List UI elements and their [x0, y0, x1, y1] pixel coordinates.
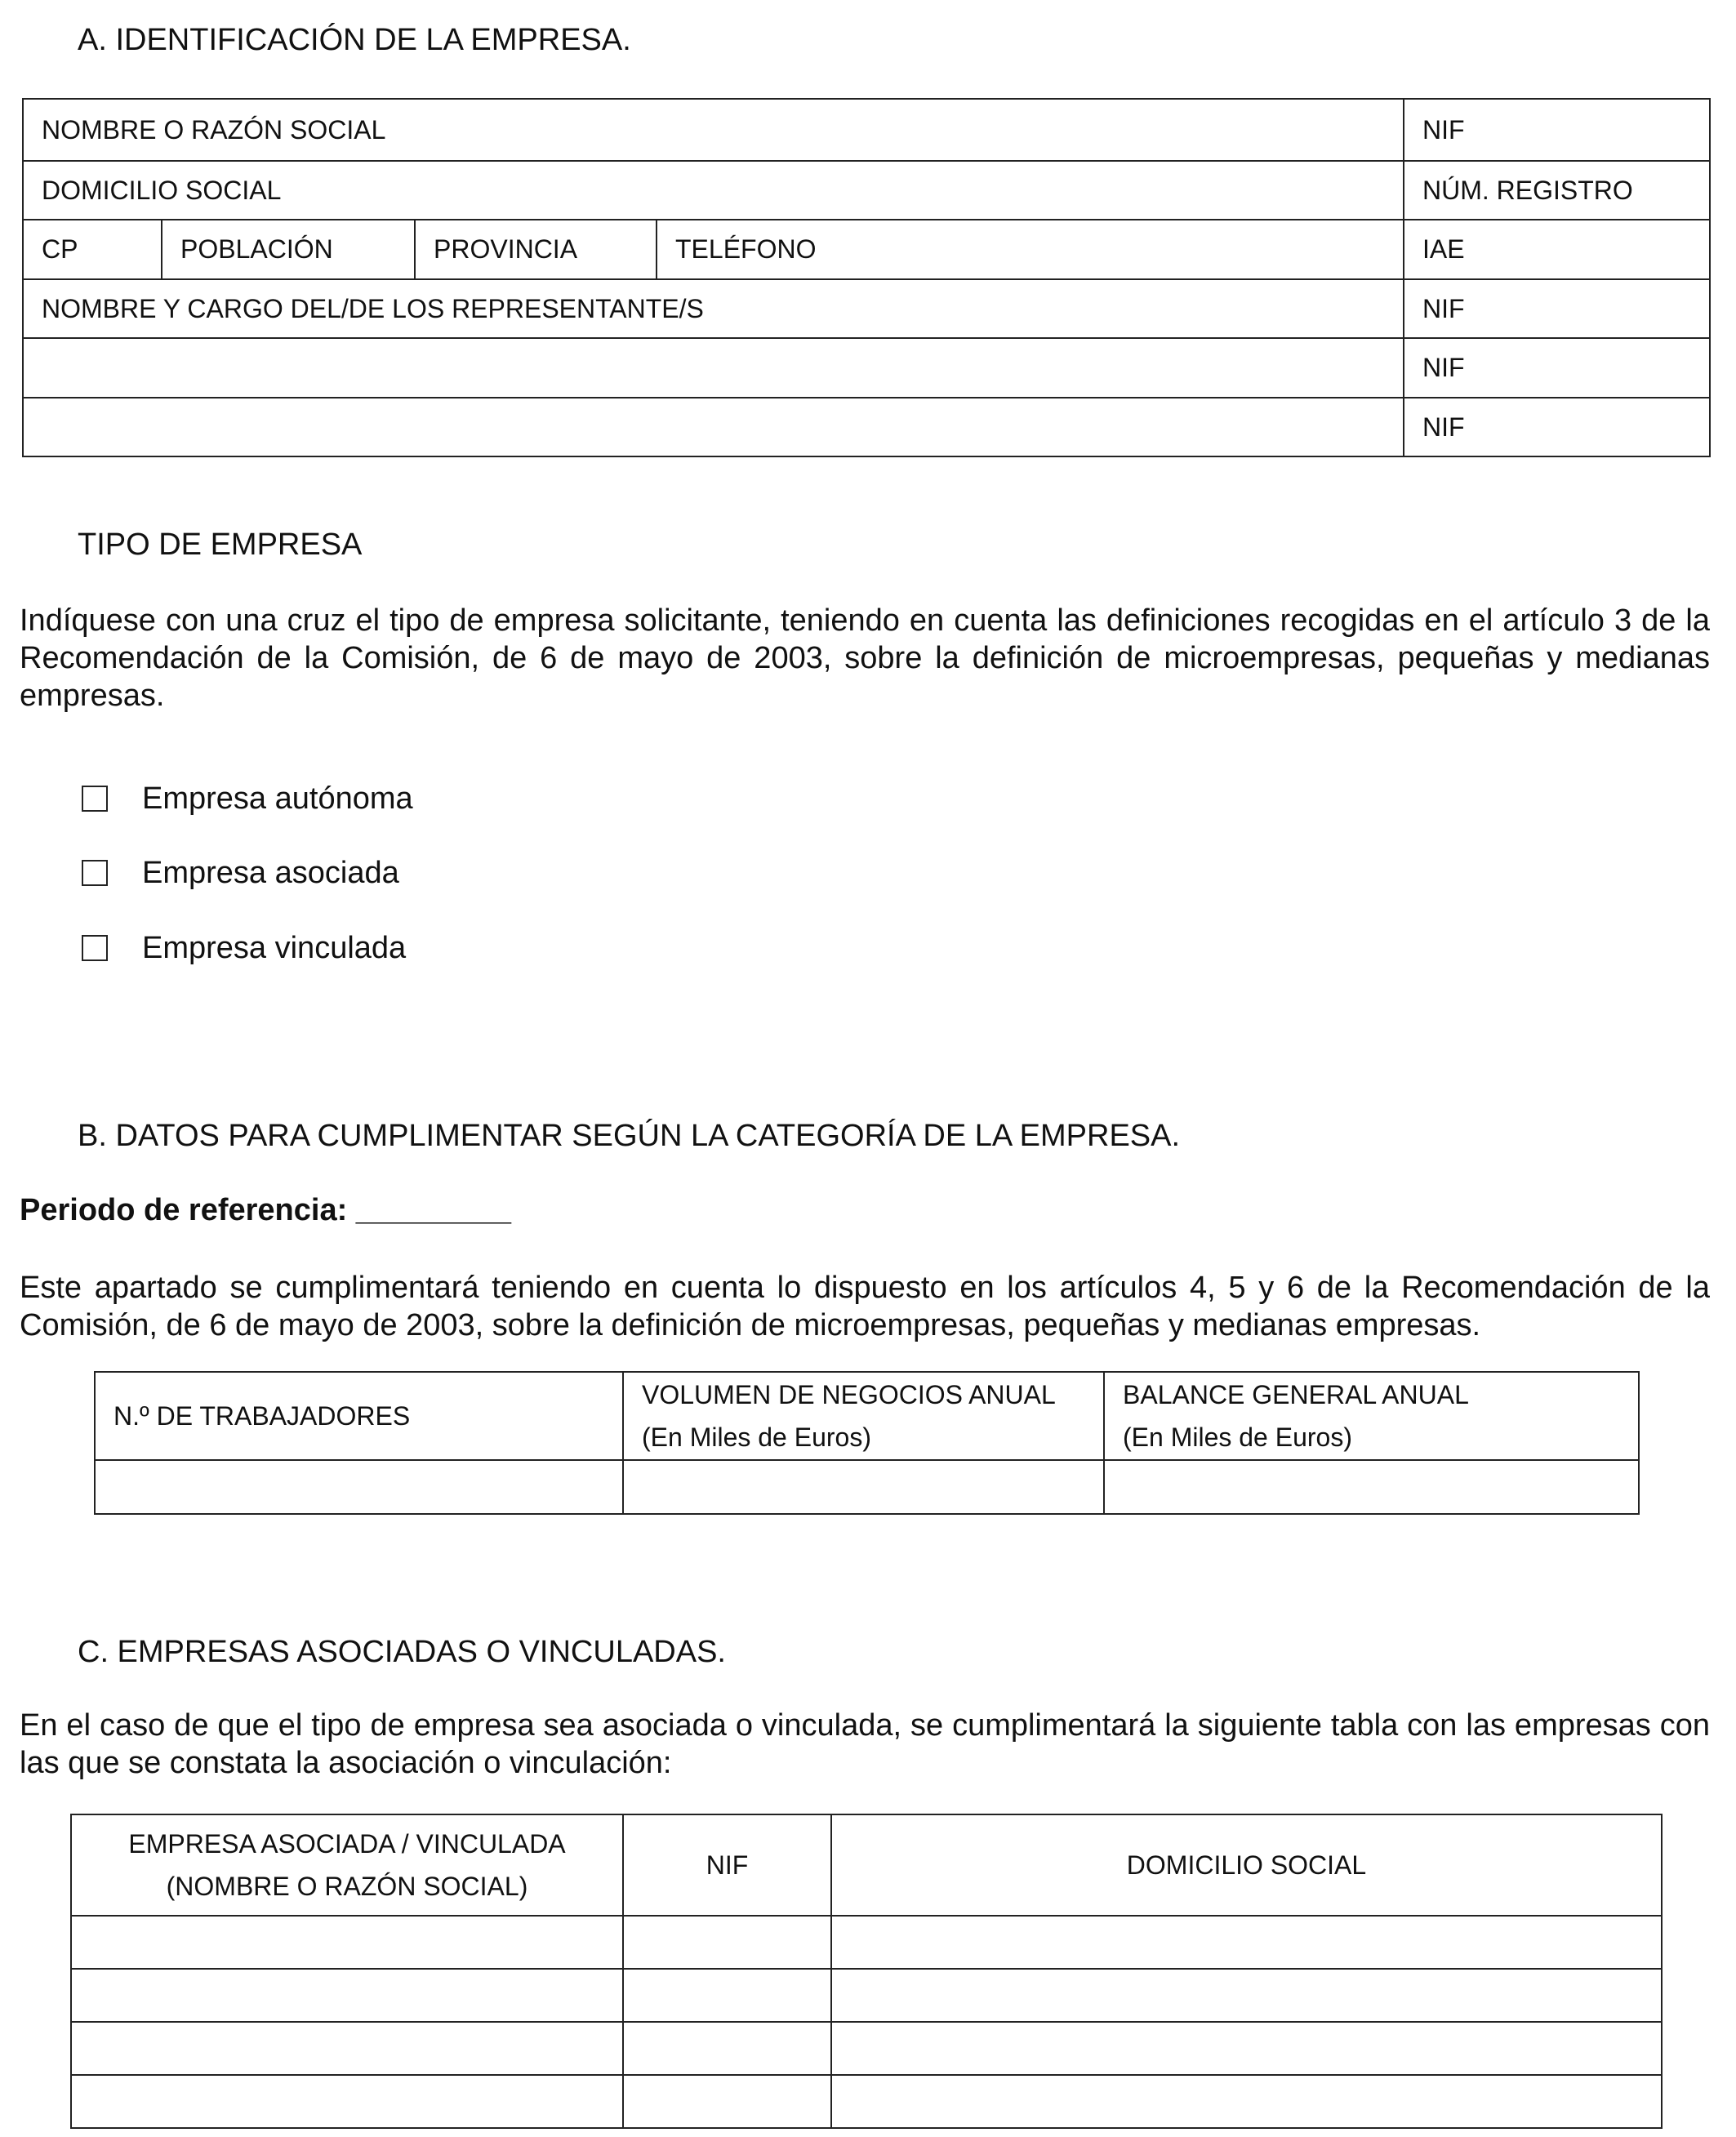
associated-companies-table: [70, 1814, 1663, 2129]
field-provincia[interactable]: PROVINCIA: [415, 220, 657, 279]
header-line: EMPRESA ASOCIADA / VINCULADA: [128, 1829, 566, 1859]
header-volumen-negocios: [623, 1372, 1104, 1460]
header-num-trabajadores: N.º DE TRABAJADORES: [95, 1372, 623, 1460]
table-cell-empresa[interactable]: [71, 1969, 623, 2022]
section-c-paragraph: En el caso de que el tipo de empresa sea asociada o vinculada, se cumplimentará la siguiente tabla con las empresas con las que se constata la asociación o vinculación:: [20, 1708, 1710, 1780]
table-cell-empresa[interactable]: [71, 1916, 623, 1969]
header-empresa-asociada: [71, 1814, 623, 1916]
header-balance-general: [1104, 1372, 1639, 1460]
field-nif[interactable]: NIF: [1404, 99, 1710, 161]
table-cell-domicilio[interactable]: [831, 2022, 1662, 2075]
field-iae[interactable]: IAE: [1404, 220, 1710, 279]
table-cell-nif[interactable]: [623, 1969, 831, 2022]
table-cell-domicilio[interactable]: [831, 1969, 1662, 2022]
checkbox-icon[interactable]: [82, 786, 108, 812]
field-telefono[interactable]: TELÉFONO: [657, 220, 1404, 279]
table-cell-nif[interactable]: [623, 2075, 831, 2128]
table-cell-nif[interactable]: [623, 2022, 831, 2075]
table-cell-empresa[interactable]: [71, 2075, 623, 2128]
section-b-heading: B. DATOS PARA CUMPLIMENTAR SEGÚN LA CATEGORÍA DE LA EMPRESA.: [78, 1119, 1181, 1153]
table-cell-domicilio[interactable]: [831, 1916, 1662, 1969]
company-identification-table: [22, 98, 1711, 457]
option-label: Empresa vinculada: [142, 930, 407, 965]
header-line: (En Miles de Euros): [1123, 1422, 1352, 1452]
section-a-heading: A. IDENTIFICACIÓN DE LA EMPRESA.: [78, 23, 631, 57]
field-representante-2[interactable]: [23, 338, 1404, 398]
option-empresa-vinculada[interactable]: [82, 929, 406, 967]
option-empresa-asociada[interactable]: [82, 854, 399, 892]
header-line: BALANCE GENERAL ANUAL: [1123, 1380, 1469, 1409]
option-empresa-autonoma[interactable]: [82, 780, 413, 817]
section-c-heading: C. EMPRESAS ASOCIADAS O VINCULADAS.: [78, 1635, 726, 1669]
table-cell-nif[interactable]: [623, 1916, 831, 1969]
field-representantes[interactable]: NOMBRE Y CARGO DEL/DE LOS REPRESENTANTE/S: [23, 279, 1404, 338]
field-num-registro[interactable]: NÚM. REGISTRO: [1404, 161, 1710, 220]
header-line: (NOMBRE O RAZÓN SOCIAL): [166, 1872, 528, 1901]
field-representante-3[interactable]: [23, 398, 1404, 456]
field-nombre-razon-social[interactable]: NOMBRE O RAZÓN SOCIAL: [23, 99, 1404, 161]
option-label: Empresa autónoma: [142, 781, 413, 816]
field-representante-nif-2[interactable]: NIF: [1404, 338, 1710, 398]
field-representante-nif-3[interactable]: NIF: [1404, 398, 1710, 456]
company-category-table: [94, 1371, 1640, 1515]
field-representante-nif-1[interactable]: NIF: [1404, 279, 1710, 338]
input-balance-general[interactable]: [1104, 1460, 1639, 1514]
checkbox-icon[interactable]: [82, 860, 108, 886]
header-nif: NIF: [623, 1814, 831, 1916]
table-cell-domicilio[interactable]: [831, 2075, 1662, 2128]
periodo-referencia[interactable]: Periodo de referencia: _________: [20, 1193, 512, 1227]
option-label: Empresa asociada: [142, 855, 399, 890]
header-domicilio-social: DOMICILIO SOCIAL: [831, 1814, 1662, 1916]
section-b-paragraph: Este apartado se cumplimentará teniendo en cuenta lo dispuesto en los artículos 4, 5 y 6 de la Recomendación de la Comisión, de 6 de mayo de 2003, sobre la definición de microempresas, pequeñas y medianas empresas.: [20, 1271, 1710, 1342]
checkbox-icon[interactable]: [82, 935, 108, 961]
field-domicilio-social[interactable]: DOMICILIO SOCIAL: [23, 161, 1404, 220]
header-line: (En Miles de Euros): [642, 1422, 871, 1452]
field-poblacion[interactable]: POBLACIÓN: [162, 220, 415, 279]
table-cell-empresa[interactable]: [71, 2022, 623, 2075]
input-volumen-negocios[interactable]: [623, 1460, 1104, 1514]
tipo-empresa-heading: TIPO DE EMPRESA: [78, 528, 363, 562]
input-num-trabajadores[interactable]: [95, 1460, 623, 1514]
field-cp[interactable]: CP: [23, 220, 162, 279]
tipo-empresa-paragraph: Indíquese con una cruz el tipo de empresa solicitante, teniendo en cuenta las definiciones recogidas en el artículo 3 de la Recomendación de la Comisión, de 6 de mayo de 2003, sobre la definición de microempresas, pequeñas y medianas empresas.: [20, 603, 1710, 713]
header-line: VOLUMEN DE NEGOCIOS ANUAL: [642, 1380, 1056, 1409]
